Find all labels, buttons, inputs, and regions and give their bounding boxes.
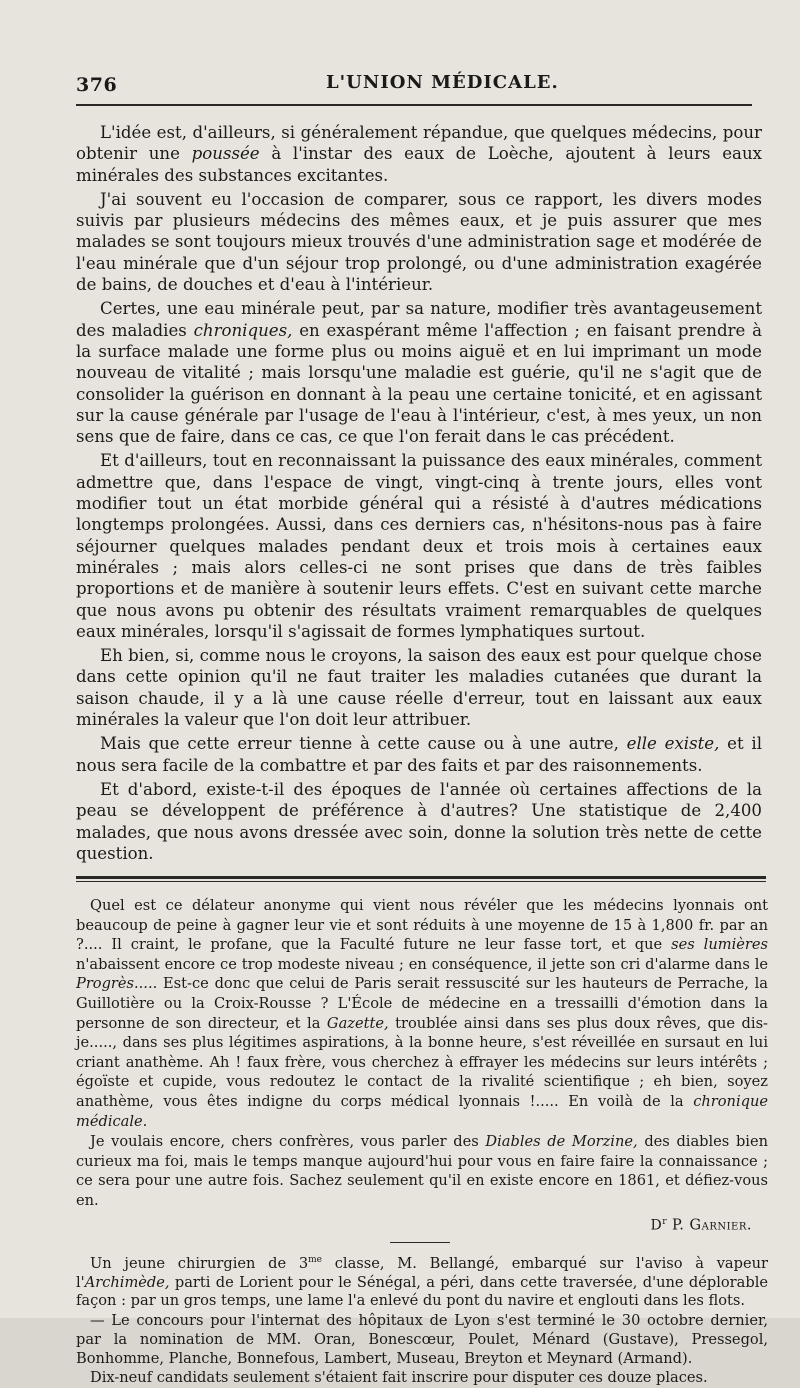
article-paragraph-6: Mais que cette erreur tienne à cette cause ou à une autre, elle existe, et il nous sera facile de la combattre et par des faits et par des raisonnements.	[76, 734, 763, 775]
page-header	[76, 60, 764, 100]
article-paragraph-4: Et d'ailleurs, tout en reconnaissant la puissance des eaux minérales, comment admettre que, dans l'espace de vingt, vingt-cinq à trente jours, elles vont modifier tout un état morbide général qui a résisté à d'autres médications longtemps prolongées. Aussi, dans ces derniers cas, n'hésitons-nous pas à faire séjourner quelques malades pendant deux et trois mois à certaines eaux minérales ; mais alors celles-ci ne sont prises que dans de très faibles proportions et de manière à soutenir leurs effets. C'est en suivant cette marche que nous avons pu obtenir des résultats vraiment remarquables de quelques eaux minérales, lorsqu'il s'agissait de formes lymphatiques surtout.	[76, 451, 762, 641]
chronicle-note	[76, 896, 768, 1236]
news-paragraph-1: Un jeune chirurgien de $3^{me}$ classe, M. Bellangé, embarqué sur l'aviso à vapeur l'Archimède, parti de Lorient pour le Sénégal, a péri, dans cette traversée, d'une déplorable façon : par un gros temps, une lame l'a enlevé du pont du navire et englouti dans les flots.	[76, 1254, 768, 1310]
page-number: 376	[76, 74, 118, 96]
article-paragraph-3: Certes, une eau minérale peut, par sa nature, modifier très avantageusement des maladies chroniques, en exaspérant même l'affection ; en faisant prendre à la surface malade une forme plus ou moins aiguë et en lui imprimant un mode nouveau de vitalité ; mais lorsqu'une maladie est guérie, qu'il ne s'agit que de consolider la guérison en donnant à la peau une certaine tonicité, et en agissant sur la cause générale par l'usage de l'eau à l'intérieur, c'est, à mes yeux, un non sens que de faire, dans ce cas, ce que l'on ferait dans le cas précédent.	[76, 299, 762, 447]
header-rule	[76, 104, 752, 106]
section-divider	[76, 876, 766, 882]
article-paragraph-1: L'idée est, d'ailleurs, si généralement répandue, que quelques médecins, pour obtenir une poussée à l'instar des eaux de Loèche, ajoutent à leurs eaux minérales des substances excitantes.	[76, 123, 762, 185]
author-signature: $D^r$ P. Garnier.	[650, 1216, 752, 1234]
article-paragraph-5: Eh bien, si, comme nous le croyons, la saison des eaux est pour quelque chose dans cette opinion qu'il ne faut traiter les maladies cutanées que durant la saison chaude, il y a là une cause réelle d'erreur, tout en laissant aux eaux minérales la valeur que l'on doit leur attribuer.	[76, 646, 762, 730]
article-paragraph-2: J'ai souvent eu l'occasion de comparer, sous ce rapport, les divers modes suivis par plusieurs médecins des mêmes eaux, et je puis assurer que mes malades se sont toujours mieux trouvés d'une administration sage et modérée de l'eau minérale que d'un séjour trop prolongé, ou d'une administration exagérée de bains, de douches et d'eau à l'intérieur.	[76, 189, 762, 295]
news-paragraph-2: — Le concours pour l'internat des hôpitaux de Lyon s'est terminé le 30 octobre dernier, par la nomination de MM. Oran, Bonescœur, Poulet, Ménard (Gustave), Pressegol, Bonhomme, Planche, Bonnefous, Lambert, Museau, Breyton et Meynard (Armand).	[76, 1312, 768, 1367]
note-paragraph-2: Je voulais encore, chers confrères, vous parler des Diables de Morzine, des diables bien curieux ma foi, mais le temps manque aujourd'hui pour vous en faire faire la connaissance ; ce sera pour une autre fois. Sachez seulement qu'il en existe encore en 1861, et défiez-vous en.	[76, 1133, 768, 1209]
running-title: L'UNION MÉDICALE.	[326, 72, 559, 93]
article-paragraph-7: Et d'abord, existe-t-il des époques de l'année où certaines affections de la peau se développent de préférence à d'autres? Une statistique de 2,400 malades, que nous avons dressée avec soin, donne la solution très nette de cette question.	[76, 779, 762, 863]
news-items	[76, 1251, 768, 1388]
note-paragraph-1: Quel est ce délateur anonyme qui vient nous révéler que les médecins lyonnais ont beaucoup de peine à gagner leur vie et sont réduits à une moyenne de 15 à 1,800 fr. par an ?.... Il craint, le profane, que la Faculté future ne leur fasse tort, et que ses lumières n'abaissent encore ce trop modeste niveau ; en conséquence, il jette son cri d'alarme dans le Progrès..... Est-ce donc que celui de Paris serait ressuscité sur les hauteurs de Perrache, la Guillotière ou la Croix-Rousse ? L'École de médecine en a tressailli d'émotion dans la personne de son directeur, et la Gazette, troublée ainsi dans ses plus doux rêves, que dis-je....., dans ses plus légitimes aspirations, à la bonne heure, s'est réveillée en sursaut en lui criant anathème. Ah ! faux frère, vous cherchez à effrayer les médecins sur leurs intérêts ; égoïste et cupide, vous redoutez le contact de la rivalité scientifique ; eh bien, soyez anathème, vous êtes indigne du corps médical lyonnais !..... En voilà de la chronique médicale.	[76, 897, 768, 1130]
short-divider	[390, 1242, 450, 1243]
news-paragraph-3: Dix-neuf candidats seulement s'étaient fait inscrire pour disputer ces douze places.	[90, 1369, 708, 1387]
main-article	[76, 122, 762, 864]
